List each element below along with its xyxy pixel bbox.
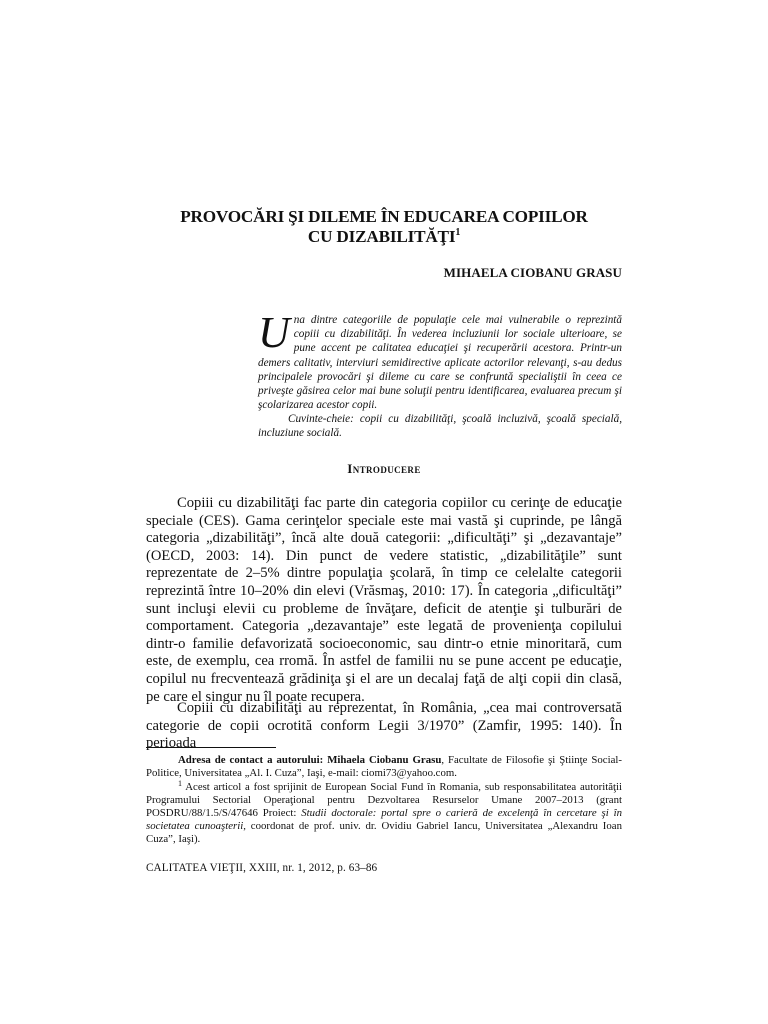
article-title — [120, 207, 648, 247]
footnote-1-project-title: Studii doctorale: portal spre o carieră de excelenţă în cercetare şi în societatea cunoaşterii — [146, 807, 623, 832]
footnote-1-mark: 1 — [178, 779, 182, 788]
abstract-text: na dintre categoriile de populaţie cele mai vulnerabile o reprezintă copiii cu dizabilităţi. În vederea incluziunii lor sociale ulterioare, se pune accent pe calitatea educaţiei şi recuperării acestora. Printr-un demers calitativ, interviuri semidirective aplicate actorilor relevanţi, s-au dedus principalele provocări şi dileme cu care se confruntă specialiştii în ceea ce priveşte găsirea celor mai bune soluţii pentru identificarea, evaluarea precum şi şcolarizarea acestor copii. — [258, 314, 622, 412]
journal-citation-footer: CALITATEA VIEŢII, XXIII, nr. 1, 2012, p. 63–86 — [146, 862, 378, 874]
footnote-1-text-a: Acest articol a fost sprijinit de European Social Fund în Romania, sub responsabilitatea autorităţii Programului Sectorial Operaţional pentru Dezvoltarea Resurselor Umane 2007–2013 (grant POSDRU/88/1.5/S/47646 Proiect: — [146, 781, 622, 819]
footnote-contact-label: Adresa de contact a autorului: Mihaela Ciobanu Grasu — [178, 754, 442, 766]
section-heading: Introducere — [347, 461, 421, 476]
footnote-contact — [146, 754, 622, 780]
title-footnote-mark: 1 — [455, 227, 461, 238]
footnote-1-text-b: , coordonat de prof. univ. dr. Ovidiu Gabriel Iancu, Universitatea „Alexandru Ioan Cuza”, Iaşi). — [146, 820, 622, 845]
body-paragraph-2: Copiii cu dizabilităţi au reprezentat, în România, „cea mai controversată categorie de copii ocrotită conform Legii 3/1970” (Zamfir, 1995: 140). În perioada — [146, 700, 622, 752]
title-line-2: CU DIZABILITĂŢI — [307, 227, 456, 246]
footnote-1 — [146, 781, 622, 846]
author-name: MIHAELA CIOBANU GRASU — [443, 265, 622, 280]
body-paragraph-1: Copiii cu dizabilităţi fac parte din categoria copiilor cu cerinţe de educaţie speciale (CES). Gama cerinţelor speciale este mai vastă şi cuprinde, pe lângă categoria „dizabilităţi”, încă alte două categorii: „dificultăţi” şi „dezavantaje” (OECD, 2003: 14). Din punct de vedere statistic, „dizabilităţile” sunt reprezentate de 2–5% dintre populaţia şcolară, în timp ce celelalte categorii reprezintă între 10–20% din elevi (Vrăsmaş, 2010: 17). În categoria „dificultăţi” sunt incluşi elevii cu probleme de învăţare, deficit de atenţie şi tulburări de comportament. Categoria „dezavantaje” este legată de provenienţa copilului dintr-o familie defavorizată socioeconomic, sau dintr-o etnie minoritară, cum este, de exemplu, cea rromă. În astfel de familii nu se pune accent pe educaţie, copilul nu frecventează grădiniţa şi el are un decalaj faţă de alţi copii din clasă, pe care el singur nu îl poate recupera. — [146, 495, 622, 705]
footnote-divider — [146, 747, 276, 748]
abstract — [258, 308, 622, 412]
footnote-contact-text: , Facultate de Filosofie şi Ştiinţe Social-Politice, Universitatea „Al. I. Cuza”, Iaşi, e-mail: ciomi73@yahoo.com. — [146, 754, 622, 779]
keywords: Cuvinte-cheie: copii cu dizabilităţi, şcoală incluzivă, şcoală specială, incluziune socială. — [258, 413, 622, 440]
abstract-drop-cap: U — [258, 308, 290, 357]
title-line-1: PROVOCĂRI ŞI DILEME ÎN EDUCAREA COPIILOR — [180, 207, 588, 226]
